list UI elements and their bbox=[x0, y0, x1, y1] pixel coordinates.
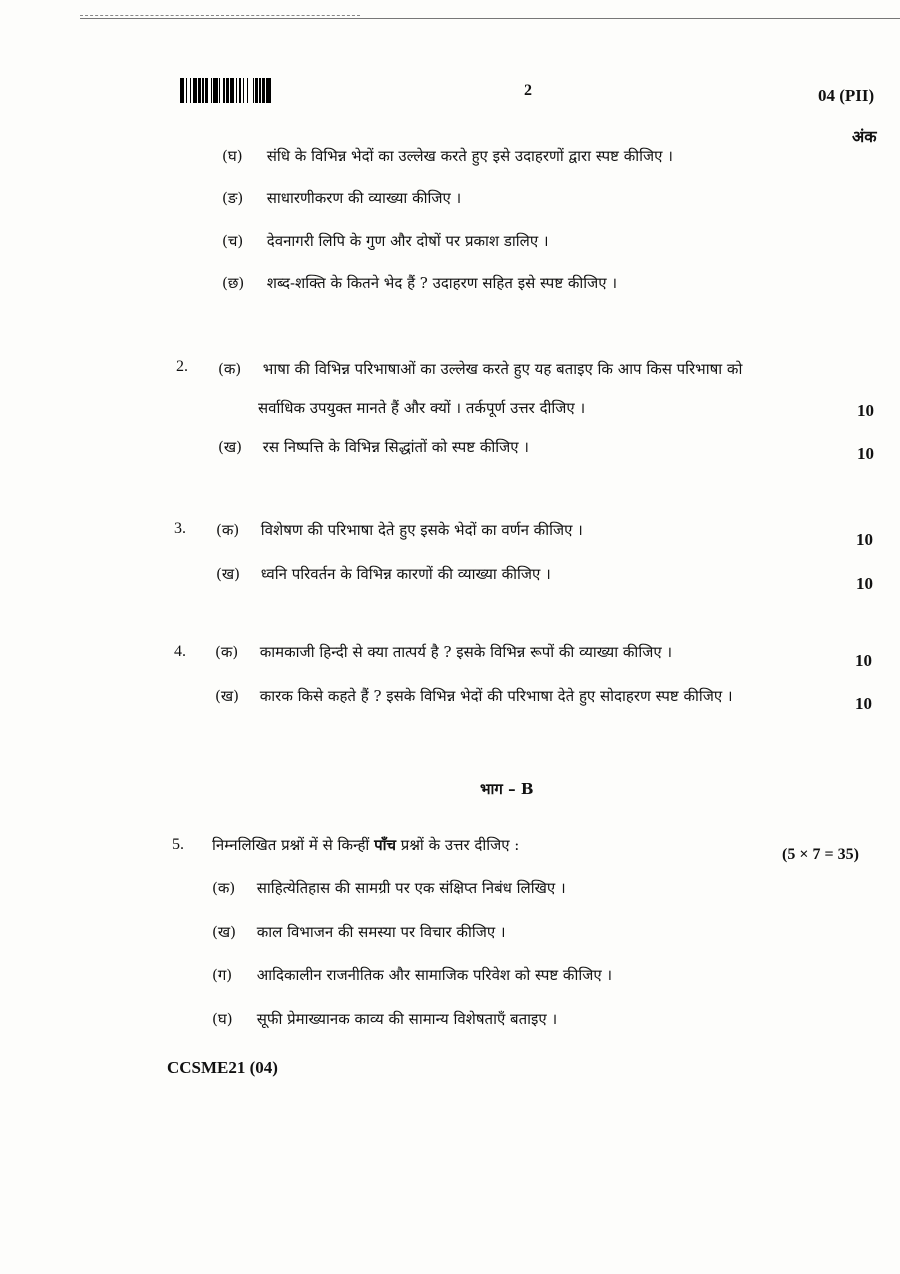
item-label: (ख) bbox=[215, 687, 239, 705]
paper-footer-code: CCSME21 (04) bbox=[167, 1058, 278, 1077]
question-number: 4. bbox=[174, 643, 186, 660]
item-label: (घ) bbox=[222, 147, 243, 165]
list-item bbox=[222, 273, 617, 293]
item-text: साधारणीकरण की व्याख्या कीजिए । bbox=[266, 189, 462, 207]
list-item bbox=[222, 146, 673, 166]
marks-value: 10 bbox=[857, 401, 874, 420]
item-text: देवनागरी लिपि के गुण और दोषों पर प्रकाश डालिए । bbox=[266, 232, 549, 250]
instruction-text-end: प्रश्नों के उत्तर दीजिए : bbox=[396, 836, 520, 854]
instruction-emphasis: पाँच bbox=[374, 836, 397, 854]
item-label: (ख) bbox=[216, 565, 240, 583]
item-label: (ख) bbox=[212, 923, 236, 941]
instruction-text: निम्नलिखित प्रश्नों में से किन्हीं bbox=[212, 836, 375, 854]
question-part bbox=[215, 642, 672, 662]
scan-edge-line bbox=[80, 18, 900, 19]
item-label: (क) bbox=[216, 521, 240, 539]
page-number: 2 bbox=[524, 82, 532, 99]
item-text: साहित्येतिहास की सामग्री पर एक संक्षिप्त निबंध लिखिए । bbox=[256, 879, 566, 897]
item-text: विशेषण की परिभाषा देते हुए इसके भेदों का वर्णन कीजिए । bbox=[260, 521, 583, 539]
barcode bbox=[180, 78, 308, 103]
item-label: (क) bbox=[212, 879, 236, 897]
marks-value: 10 bbox=[855, 694, 872, 713]
scan-edge-mark bbox=[80, 15, 360, 16]
marks-heading: अंक bbox=[852, 127, 877, 146]
marks-value: 10 bbox=[857, 444, 874, 463]
item-text: कारक किसे कहते हैं ? इसके विभिन्न भेदों की परिभाषा देते हुए सोदाहरण स्पष्ट कीजिए । bbox=[259, 687, 733, 705]
item-text: संधि के विभिन्न भेदों का उल्लेख करते हुए इसे उदाहरणों द्वारा स्पष्ट कीजिए । bbox=[266, 147, 673, 165]
marks-value: 10 bbox=[856, 530, 873, 549]
list-item bbox=[212, 878, 566, 898]
marking-scheme: (5 × 7 = 35) bbox=[782, 846, 859, 863]
marks-value: 10 bbox=[855, 651, 872, 670]
question-part bbox=[215, 686, 733, 706]
item-text: काल विभाजन की समस्या पर विचार कीजिए । bbox=[256, 923, 506, 941]
item-label: (ङ) bbox=[222, 189, 244, 207]
question-number: 2. bbox=[176, 358, 188, 375]
item-label: (घ) bbox=[212, 1010, 233, 1028]
item-label: (ख) bbox=[218, 438, 242, 456]
list-item bbox=[212, 1009, 557, 1029]
question-instruction bbox=[212, 835, 519, 855]
question-number: 5. bbox=[172, 836, 184, 853]
item-text: ध्वनि परिवर्तन के विभिन्न कारणों की व्याख्या कीजिए । bbox=[260, 565, 551, 583]
list-item bbox=[222, 231, 549, 251]
item-text: रस निष्पत्ति के विभिन्न सिद्धांतों को स्पष्ट कीजिए । bbox=[262, 438, 529, 456]
item-label: (च) bbox=[222, 232, 244, 250]
list-item bbox=[212, 922, 506, 942]
item-text: आदिकालीन राजनीतिक और सामाजिक परिवेश को स्पष्ट कीजिए । bbox=[256, 966, 613, 984]
question-part bbox=[218, 359, 742, 379]
list-item bbox=[212, 965, 612, 985]
list-item bbox=[222, 188, 461, 208]
question-number: 3. bbox=[174, 520, 186, 537]
question-part bbox=[218, 437, 529, 457]
item-text: सूफी प्रेमाख्यानक काव्य की सामान्य विशेषताएँ बताइए । bbox=[256, 1010, 558, 1028]
item-text: भाषा की विभिन्न परिभाषाओं का उल्लेख करते हुए यह बताइए कि आप किस परिभाषा को bbox=[262, 360, 743, 378]
item-label: (छ) bbox=[222, 274, 245, 292]
item-label: (ग) bbox=[212, 966, 233, 984]
item-text: शब्द-शक्ति के कितने भेद हैं ? उदाहरण सहित इसे स्पष्ट कीजिए । bbox=[266, 274, 618, 292]
section-heading: भाग – B bbox=[480, 780, 534, 798]
item-label: (क) bbox=[215, 643, 239, 661]
item-text-continued: सर्वाधिक उपयुक्त मानते हैं और क्यों । तर्कपूर्ण उत्तर दीजिए । bbox=[258, 399, 586, 417]
question-part bbox=[216, 564, 551, 584]
item-text: कामकाजी हिन्दी से क्या तात्पर्य है ? इसके विभिन्न रूपों की व्याख्या कीजिए । bbox=[259, 643, 673, 661]
question-part bbox=[216, 520, 583, 540]
item-label: (क) bbox=[218, 360, 242, 378]
paper-code: 04 (PII) bbox=[818, 86, 875, 105]
marks-value: 10 bbox=[856, 574, 873, 593]
